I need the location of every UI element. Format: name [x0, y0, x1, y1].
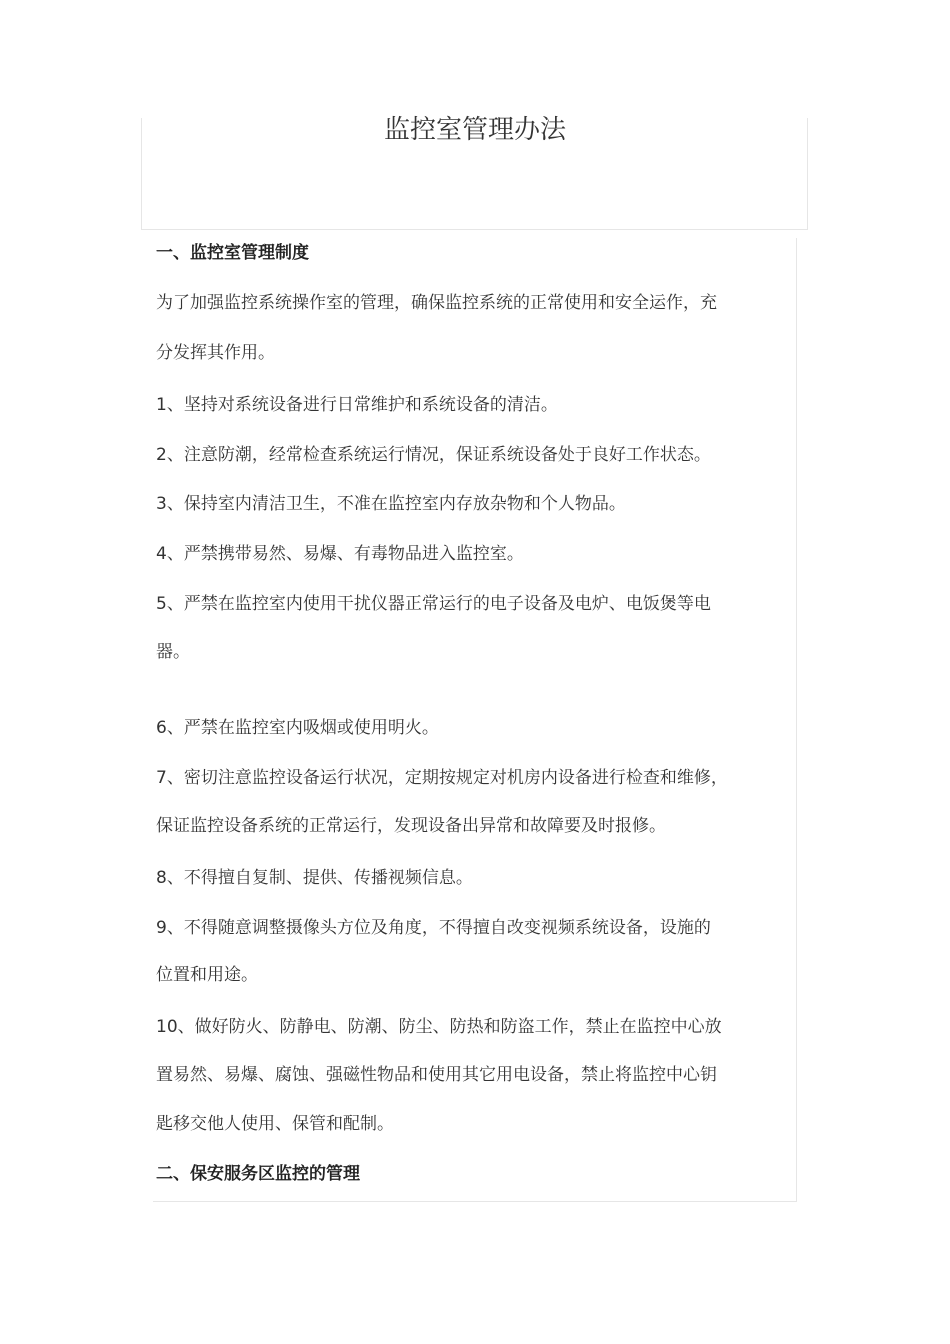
- rule-item-5-line-1: 5、严禁在监控室内使用干扰仪器正常运行的电子设备及电炉、电饭煲等电: [156, 594, 711, 614]
- rule-item-5-line-2: 器。: [156, 642, 190, 662]
- section-heading-2: 二、保安服务区监控的管理: [156, 1164, 360, 1184]
- rule-item-7-line-1: 7、密切注意监控设备运行状况，定期按规定对机房内设备进行检查和维修，: [156, 768, 728, 788]
- document-title: 监控室管理办法: [383, 115, 566, 145]
- rule-item-9-line-2: 位置和用途。: [156, 965, 258, 985]
- rule-item-2: 2、注意防潮，经常检查系统运行情况，保证系统设备处于良好工作状态。: [156, 445, 711, 465]
- section-heading-1: 一、监控室管理制度: [156, 243, 309, 263]
- rule-item-10-line-1: 10、做好防火、防静电、防潮、防尘、防热和防盗工作，禁止在监控中心放: [156, 1017, 722, 1037]
- rule-item-6: 6、严禁在监控室内吸烟或使用明火。: [156, 718, 439, 738]
- rule-item-3: 3、保持室内清洁卫生，不准在监控室内存放杂物和个人物品。: [156, 494, 626, 514]
- rule-item-10-line-3: 匙移交他人使用、保管和配制。: [156, 1114, 394, 1134]
- rule-item-9-line-1: 9、不得随意调整摄像头方位及角度，不得擅自改变视频系统设备，设施的: [156, 918, 711, 938]
- rule-item-8: 8、不得擅自复制、提供、传播视频信息。: [156, 868, 473, 888]
- intro-paragraph-line-2: 分发挥其作用。: [156, 343, 275, 363]
- rule-item-10-line-2: 置易然、易爆、腐蚀、强磁性物品和使用其它用电设备，禁止将监控中心钥: [156, 1065, 717, 1085]
- intro-paragraph-line-1: 为了加强监控系统操作室的管理，确保监控系统的正常使用和安全运作，充: [156, 293, 717, 313]
- rule-item-4: 4、严禁携带易然、易爆、有毒物品进入监控室。: [156, 544, 524, 564]
- rule-item-7-line-2: 保证监控设备系统的正常运行，发现设备出异常和故障要及时报修。: [156, 816, 666, 836]
- rule-item-1: 1、坚持对系统设备进行日常维护和系统设备的清洁。: [156, 395, 558, 415]
